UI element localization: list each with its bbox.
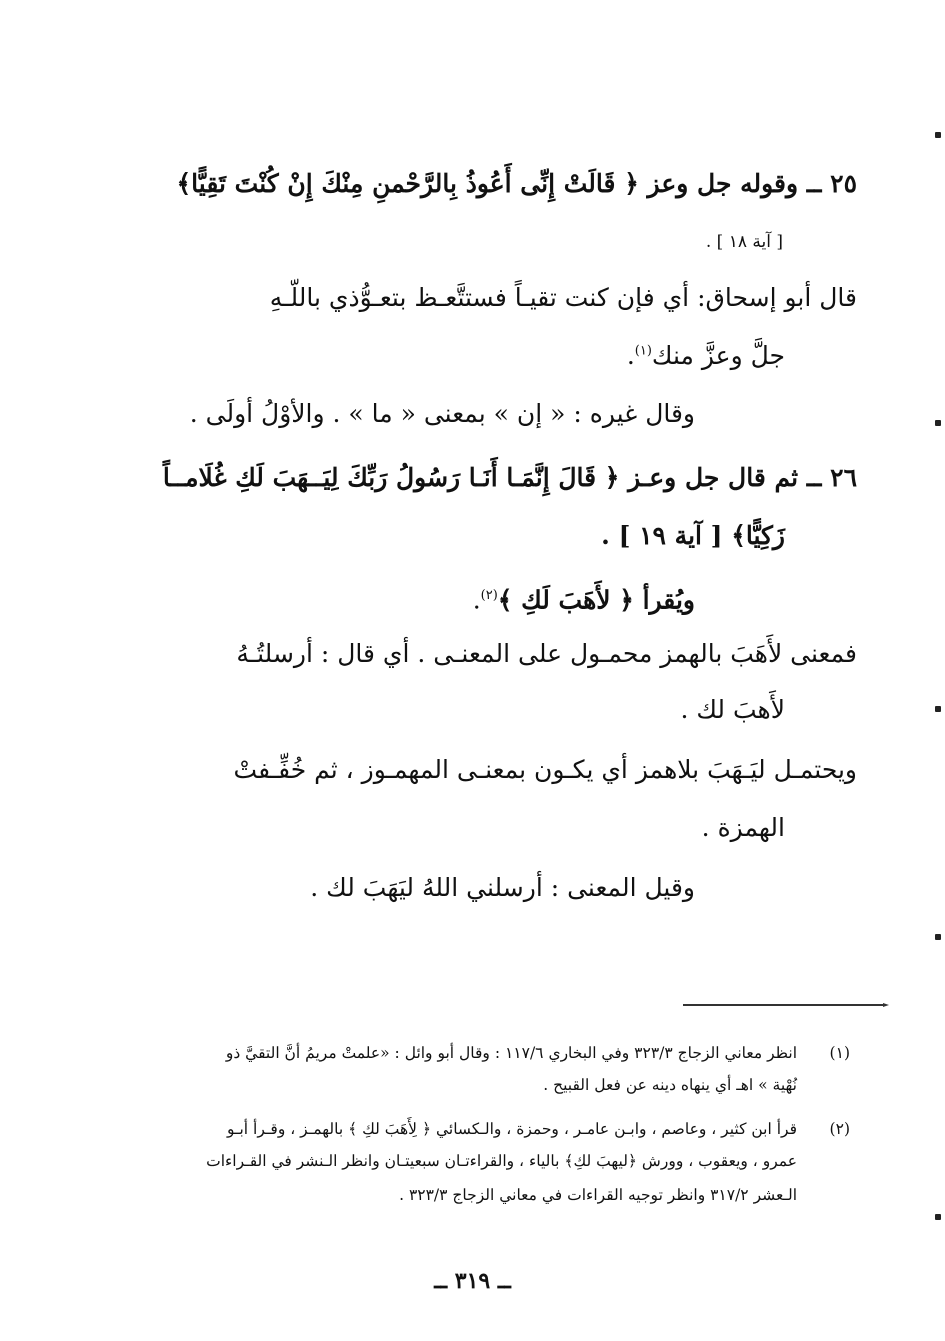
entry-25-para2: وقال غيره : « إن » بمعنى « ما » . والأوْلُ أولَى .	[189, 399, 695, 428]
entry-26-para1-line2: لأَهبَ لك .	[680, 695, 785, 724]
footnote-1-line1: انظر معاني الزجاج ٣٢٣/٣ وفي البخاري ١١٧/٦ : وقال أبو وائل : «علمتْ مريمُ أنَّ التقيَّ ذو	[225, 1044, 797, 1062]
footnote-separator	[683, 1004, 885, 1006]
footnote-ref-1: (١)	[634, 343, 652, 359]
scan-edge-mark	[935, 934, 941, 940]
footnote-1-line2: نُهْية » اهـ أي ينهاه دينه عن فعل القبيح .	[543, 1076, 797, 1094]
entry-26-heading-line1: ٢٦ ــ ثم قال جل وعـز ﴿ قَالَ إِنَّمَـا أَنَـا رَسُولُ رَبِّكَ لِيَــهَبَ لَكِ غُلَامــاً	[162, 463, 857, 492]
entry-26-heading-line2: زَكِيًّا﴾ [ آية ١٩ ] .	[601, 521, 785, 550]
entry-26-para2-line1: ويحتمـل ليَـهَبَ بلاهمز أي يكـون بمعنـى المهمـوز ، ثم خُفِّـفتْ	[233, 755, 857, 784]
footnote-1-number: (١)	[829, 1044, 850, 1062]
scan-edge-mark	[935, 706, 941, 712]
entry-25-para1-line2: جلَّ وعزَّ منك$^{(١)}$.	[626, 341, 785, 370]
footnote-ref-2: (٢)	[480, 588, 498, 603]
footnote-2-line2: عمرو ، ويعقوب ، وورش ﴿ليهبَ لكِ﴾ بالياء ، والقراءتـان سبعيتـان وانظر الـنشر في القـراءات	[206, 1152, 797, 1170]
footnote-2-line1: قرأ ابن كثير ، وعاصم ، وابـن عامـر ، وحمزة ، والـكسائي ﴿ لِأَهَبَ لكِ ﴾ بالهمـز ، وقـرأ أبـو	[226, 1120, 797, 1138]
entry-25-heading: ٢٥ ــ وقوله جل وعز ﴿ قَالَتْ إِنِّى أَعُوذُ بِالرَّحْمنِ مِنْكَ إِنْ كُنْتَ تَقِيًّا﴾	[176, 169, 857, 198]
entry-26-para1-line1: فمعنى لأَهَبَ بالهمز محمـول على المعنـى . أي قال : أرسلتُـهُ	[236, 639, 857, 668]
entry-25-para1-line1: قال أبو إسحاق: أي فإن كنت تقيـاً فستتَّعـظ بتعـوُّذي باللّـهِ	[269, 283, 857, 312]
footnote-2-line3: الـعشر ٣١٧/٢ وانظر توجيه القراءات في معاني الزجاج ٣٢٣/٣ .	[399, 1186, 797, 1204]
scan-edge-mark	[935, 420, 941, 426]
entry-25-verse-ref: [ آية ١٨ ] .	[705, 232, 783, 252]
entry-26-yuqra: ويُقرأ ﴿ لأَهَبَ لَكِ ﴾$^{(٢)}$.	[472, 585, 695, 615]
page-number: ــ ٣١٩ ــ	[434, 1268, 511, 1294]
footnote-2-number: (٢)	[829, 1120, 850, 1138]
scan-edge-mark	[935, 1214, 941, 1220]
scan-edge-mark	[935, 132, 941, 138]
entry-26-para2-line2: الهمزة .	[701, 813, 785, 842]
entry-26-para3: وقيل المعنى : أرسلني اللهُ ليَهَبَ لك .	[310, 873, 695, 902]
